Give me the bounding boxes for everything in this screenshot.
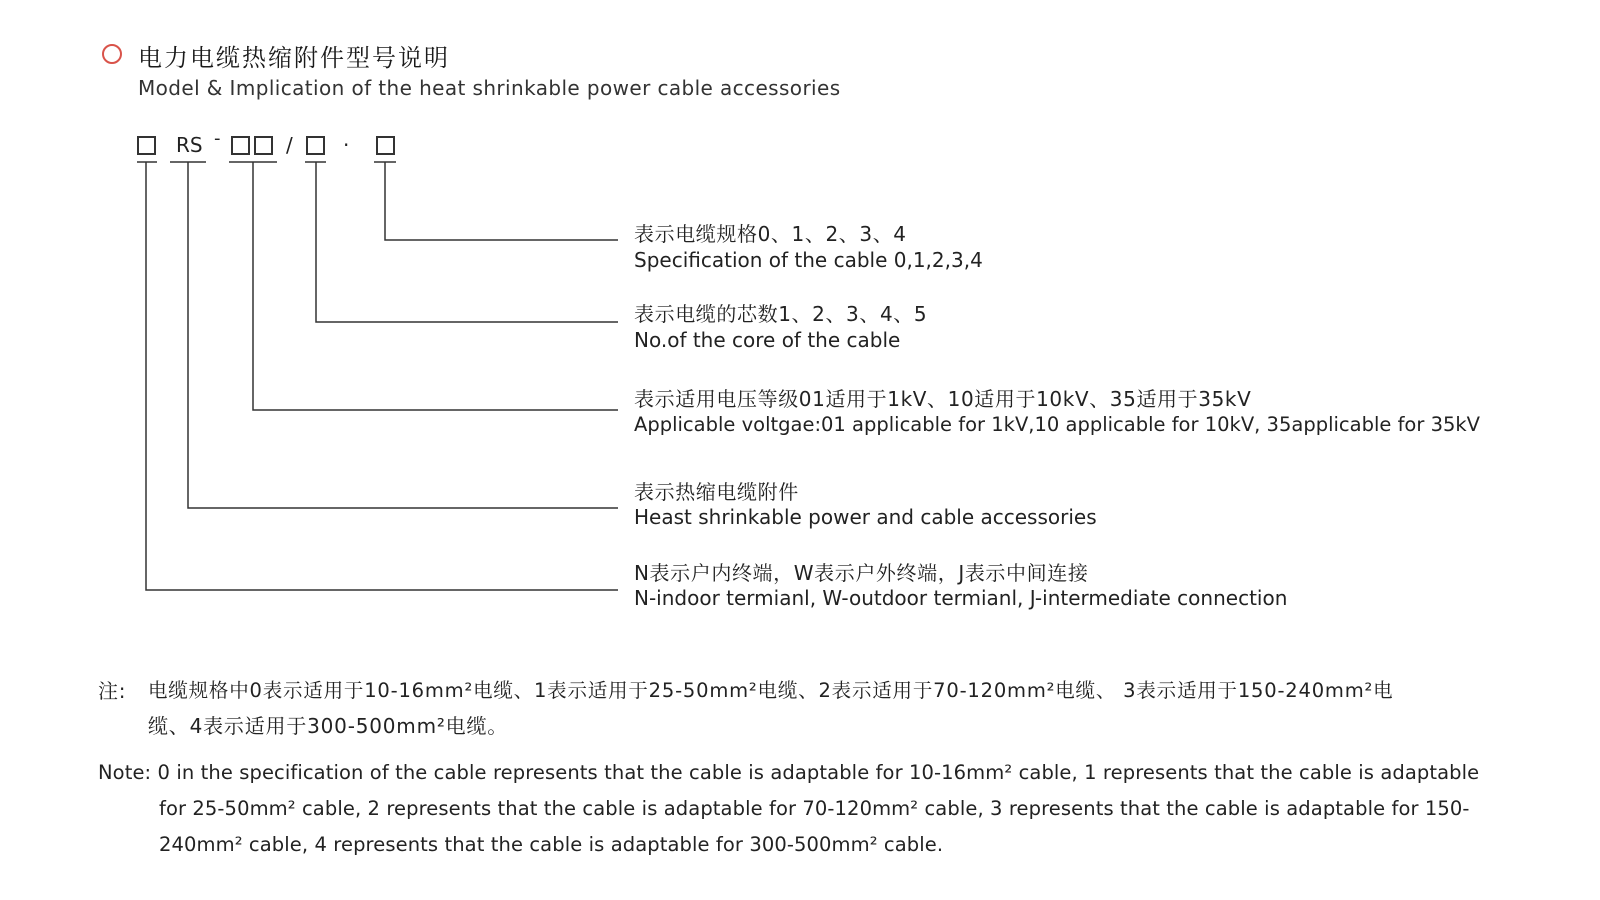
note-cn-line-2: 缆、4表示适用于300-500mm²电缆。: [148, 714, 509, 738]
connector-specification: [385, 162, 618, 240]
code-slash: /: [286, 133, 293, 157]
note-en-line-2: for 25-50mm² cable, 2 represents that the cable is adaptable for 70-120mm² cable, 3 represents that the cable is adaptable for 150-: [159, 797, 1470, 820]
description-specification-cn: 表示电缆规格0、1、2、3、4: [634, 222, 907, 246]
note-cn-line-1: 电缆规格中0表示适用于10-16mm²电缆、1表示适用于25-50mm²电缆、2表示适用于70-120mm²电缆、 3表示适用于150-240mm²电: [148, 679, 1394, 702]
code-dot: ·: [343, 133, 350, 157]
note-en-line-1: Note: 0 in the specification of the cable represents that the cable is adaptable for 10-16mm² cable, 1 represents that the cable is adaptable: [98, 761, 1480, 784]
description-cores-cn: 表示电缆的芯数1、2、3、4、5: [634, 302, 928, 326]
description-voltage-en: Applicable voltgae:01 applicable for 1kV,10 applicable for 10kV, 35applicable for 35kV: [634, 413, 1481, 436]
description-rs-cn: 表示热缩电缆附件: [634, 480, 799, 504]
connector-voltage: [253, 162, 618, 410]
description-cores-en: No.of the core of the cable: [634, 328, 901, 352]
page-title-en: Model & Implication of the heat shrinkable power cable accessories: [138, 76, 841, 100]
note-cn-label: 注:: [98, 679, 127, 703]
code-rs-label: RS: [176, 133, 203, 157]
connector-termination-type: [146, 162, 618, 590]
page-title-cn: 电力电缆热缩附件型号说明: [138, 44, 450, 72]
description-termination-type-en: N-indoor termianl, W-outdoor termianl, J-intermediate connection: [634, 586, 1288, 610]
note-en-line-3: 240mm² cable, 4 represents that the cable is adaptable for 300-500mm² cable.: [159, 833, 944, 856]
description-termination-type-cn: N表示户内终端，W表示户外终端，J表示中间连接: [634, 561, 1089, 585]
description-specification-en: Specification of the cable 0,1,2,3,4: [634, 248, 983, 272]
description-voltage-cn: 表示适用电压等级01适用于1kV、10适用于10kV、35适用于35kV: [634, 387, 1252, 411]
connector-cores: [316, 162, 618, 322]
description-rs-en: Heast shrinkable power and cable accessories: [634, 505, 1097, 529]
code-dash: -: [214, 128, 221, 149]
